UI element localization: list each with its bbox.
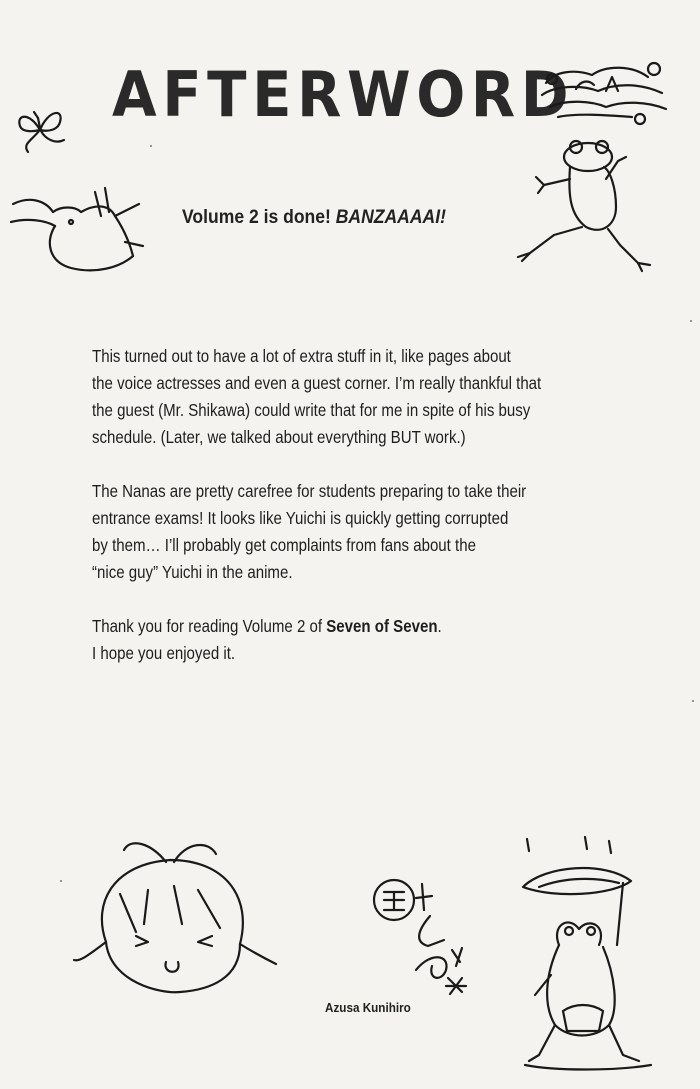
text-line: entrance exams! It looks like Yuichi is quickly getting corrupted xyxy=(92,508,509,528)
text-line: by them… I’ll probably get complaints from fans about the xyxy=(92,535,476,555)
headline-emphasis: BANZAAAAI! xyxy=(335,206,446,228)
paragraph-3 xyxy=(92,613,574,667)
text-line: “nice guy” Yuichi in the anime. xyxy=(92,562,293,582)
chibi-face-icon xyxy=(70,832,285,997)
scan-speck xyxy=(150,145,152,147)
pine-cloud-ornament-icon xyxy=(536,55,676,130)
book-title: Seven of Seven xyxy=(326,616,438,636)
paragraph-2 xyxy=(92,478,574,586)
text-line: the guest (Mr. Shikawa) could write that for me in spite of his busy xyxy=(92,400,531,420)
afterword-body xyxy=(92,343,574,694)
headline-text: Volume 2 is done! xyxy=(182,206,336,228)
butterfly-icon xyxy=(12,100,72,160)
text-line: schedule. (Later, we talked about everything BUT work.) xyxy=(92,427,466,447)
thanks-period: . xyxy=(437,616,442,636)
rabbit-icon xyxy=(5,182,150,277)
text-line: I hope you enjoyed it. xyxy=(92,643,236,663)
frog-with-leaf-umbrella-icon xyxy=(515,825,665,1075)
page-title: AFTERWORD xyxy=(112,58,575,131)
signature-stamp-icon xyxy=(370,870,480,1005)
text-line: The Nanas are pretty carefree for students preparing to take their xyxy=(92,481,527,501)
scan-speck xyxy=(60,880,62,882)
scan-speck xyxy=(690,320,692,322)
scan-speck xyxy=(692,700,694,702)
thanks-text: Thank you for reading Volume 2 of xyxy=(92,616,327,636)
frog-dancing-icon xyxy=(508,135,658,275)
text-line: This turned out to have a lot of extra stuff in it, like pages about xyxy=(92,346,511,366)
headline xyxy=(182,206,446,229)
text-line: the voice actresses and even a guest corner. I’m really thankful that xyxy=(92,373,542,393)
paragraph-1 xyxy=(92,343,574,451)
author-name: Azusa Kunihiro xyxy=(325,1000,411,1015)
text-line xyxy=(92,613,574,640)
